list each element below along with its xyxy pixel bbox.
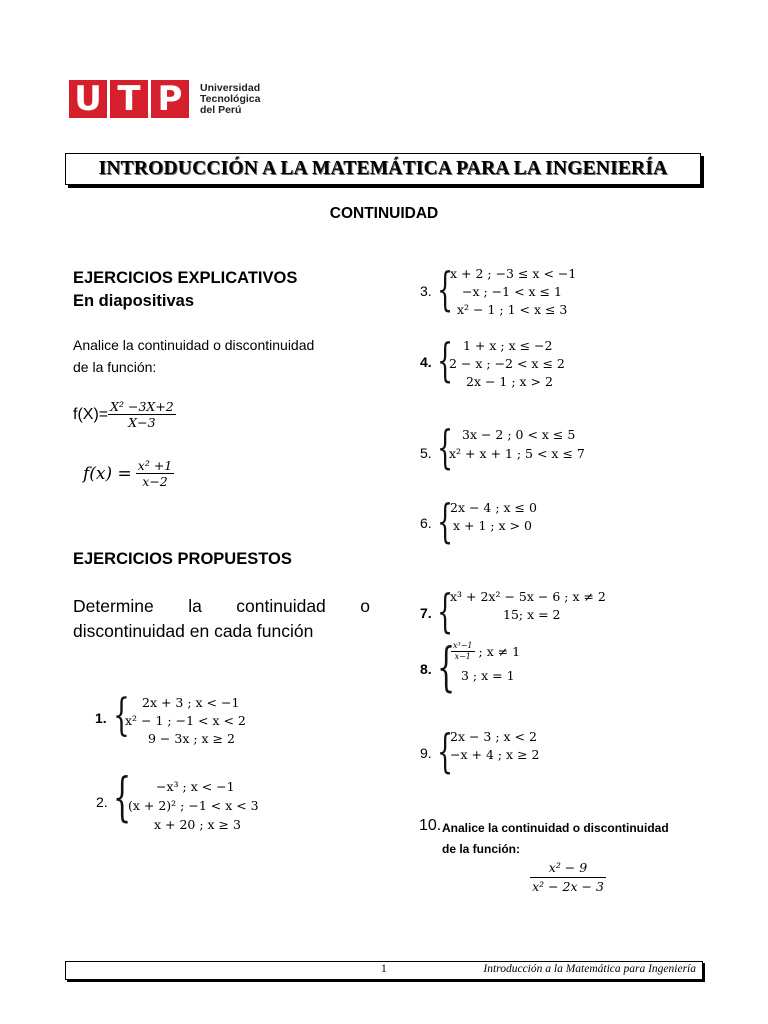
function-2-fraction [136,458,174,489]
exercise-8-fraction [451,641,475,662]
exercise-8-condition-1: ; x ≠ 1 [478,644,521,659]
logo-line-1: Universidad [200,82,261,94]
exercise-7-line-1: x³ + 2x² − 5x − 6 ; x ≠ 2 [450,589,606,604]
exercise-5-line-1: 3x − 2 ; 0 < x ≤ 5 [462,427,576,442]
exercise-2-line-1: −x³ ; x < −1 [156,779,235,794]
exercise-8-line-2: 3 ; x = 1 [461,668,515,683]
exercise-7-number: 7. [420,605,432,621]
exercise-8-brace: { [437,638,456,698]
logo-letter-t: T [110,80,148,118]
exercise-10-text-2: de la función: [442,842,520,856]
section-subtitle: CONTINUIDAD [329,205,439,222]
diapositivas-heading: En diapositivas [73,292,195,310]
exercise-2-number: 2. [96,794,108,810]
analyze-text-1: Analice la continuidad o discontinuidad [73,337,315,353]
exercise-10-text-1: Analice la continuidad o discontinuidad [442,821,669,835]
exercise-6-line-1: 2x − 4 ; x ≤ 0 [450,500,537,515]
footer-page-number: 1 [381,963,387,975]
function-2-label: f(x) = [83,463,132,484]
exercise-6-brace: { [437,494,454,548]
title-box [65,153,701,185]
exercise-8-fraction-numerator: x³−1 [453,641,473,650]
propuestos-heading: EJERCICIOS PROPUESTOS [73,550,292,568]
function-1-fraction [108,399,176,430]
exercise-3-line-1: x + 2 ; −3 ≤ x < −1 [450,266,577,281]
function-1-numerator: X² −3X+2 [110,399,174,414]
logo-letter-u: U [69,80,107,118]
exercise-7-brace: { [437,584,454,638]
logo-letter-p: P [151,80,189,118]
exercise-4-line-3: 2x − 1 ; x > 2 [466,374,553,389]
determine-text-1: Determine la continuidad o [73,596,370,616]
exercise-9-brace: { [437,724,454,778]
logo-line-3: del Perú [200,104,242,116]
analyze-text-2: de la función: [73,359,157,375]
exercise-7-line-2: 15; x = 2 [503,607,561,622]
logo-line-2: Tecnológica [200,93,261,105]
exercise-10-fraction [528,859,608,896]
exercise-2-line-3: x + 20 ; x ≥ 3 [154,817,241,832]
exercise-3-line-3: x² − 1 ; 1 < x ≤ 3 [457,302,568,317]
exercise-4-line-1: 1 + x ; x ≤ −2 [463,338,553,353]
exercise-4-brace: { [437,333,454,387]
function-2-denominator: x−2 [142,474,168,489]
exercise-8-line-1 [451,641,520,662]
exercise-3-brace: { [437,262,454,316]
exercise-3-line-2: −x ; −1 < x ≤ 1 [462,284,562,299]
exercise-10-denominator: x² − 2x − 3 [532,879,604,894]
exercise-1-line-3: 9 − 3x ; x ≥ 2 [148,731,235,746]
exercise-2-line-2: (x + 2)² ; −1 < x < 3 [128,798,259,813]
exercise-10-numerator: x² − 9 [530,859,606,878]
exercise-1-line-1: 2x + 3 ; x < −1 [142,695,240,710]
function-1 [73,399,176,430]
function-2-numerator: x² +1 [137,458,173,473]
exercise-3-number: 3. [420,283,432,299]
explicativos-heading: EJERCICIOS EXPLICATIVOS [73,269,298,287]
exercise-4-line-2: 2 − x ; −2 < x ≤ 2 [449,356,565,371]
exercise-9-number: 9. [420,745,432,761]
determine-text-2: discontinuidad en cada función [73,621,314,641]
exercise-8-fraction-denominator: x−1 [454,652,471,661]
exercise-5-number: 5. [420,445,432,461]
exercise-5-brace: { [437,420,454,474]
exercise-6-number: 6. [420,515,432,531]
exercise-1-line-2: x² − 1 ; −1 < x < 2 [125,713,246,728]
exercise-8-number: 8. [420,661,432,677]
exercise-1-number: 1. [95,710,107,726]
function-2 [83,458,174,489]
logo-text [200,83,260,116]
function-1-denominator: X−3 [128,415,156,430]
exercise-6-line-2: x + 1 ; x > 0 [453,518,533,533]
exercise-1-brace: { [113,690,130,741]
exercise-5-line-2: x² + x + 1 ; 5 < x ≤ 7 [449,446,585,461]
exercise-2-brace: { [113,768,132,828]
page-title: INTRODUCCIÓN A LA MATEMÁTICA PARA LA INGENIERÍA [98,158,668,179]
exercise-4-number: 4. [420,354,432,370]
function-1-label: f(X)= [73,405,109,423]
exercise-10-number: 10. [419,817,442,834]
footer-text: Introducción a la Matemática para Ingeniería [483,963,696,975]
exercise-9-line-1: 2x − 3 ; x < 2 [450,729,537,744]
footer [65,961,703,980]
exercise-9-line-2: −x + 4 ; x ≥ 2 [450,747,540,762]
